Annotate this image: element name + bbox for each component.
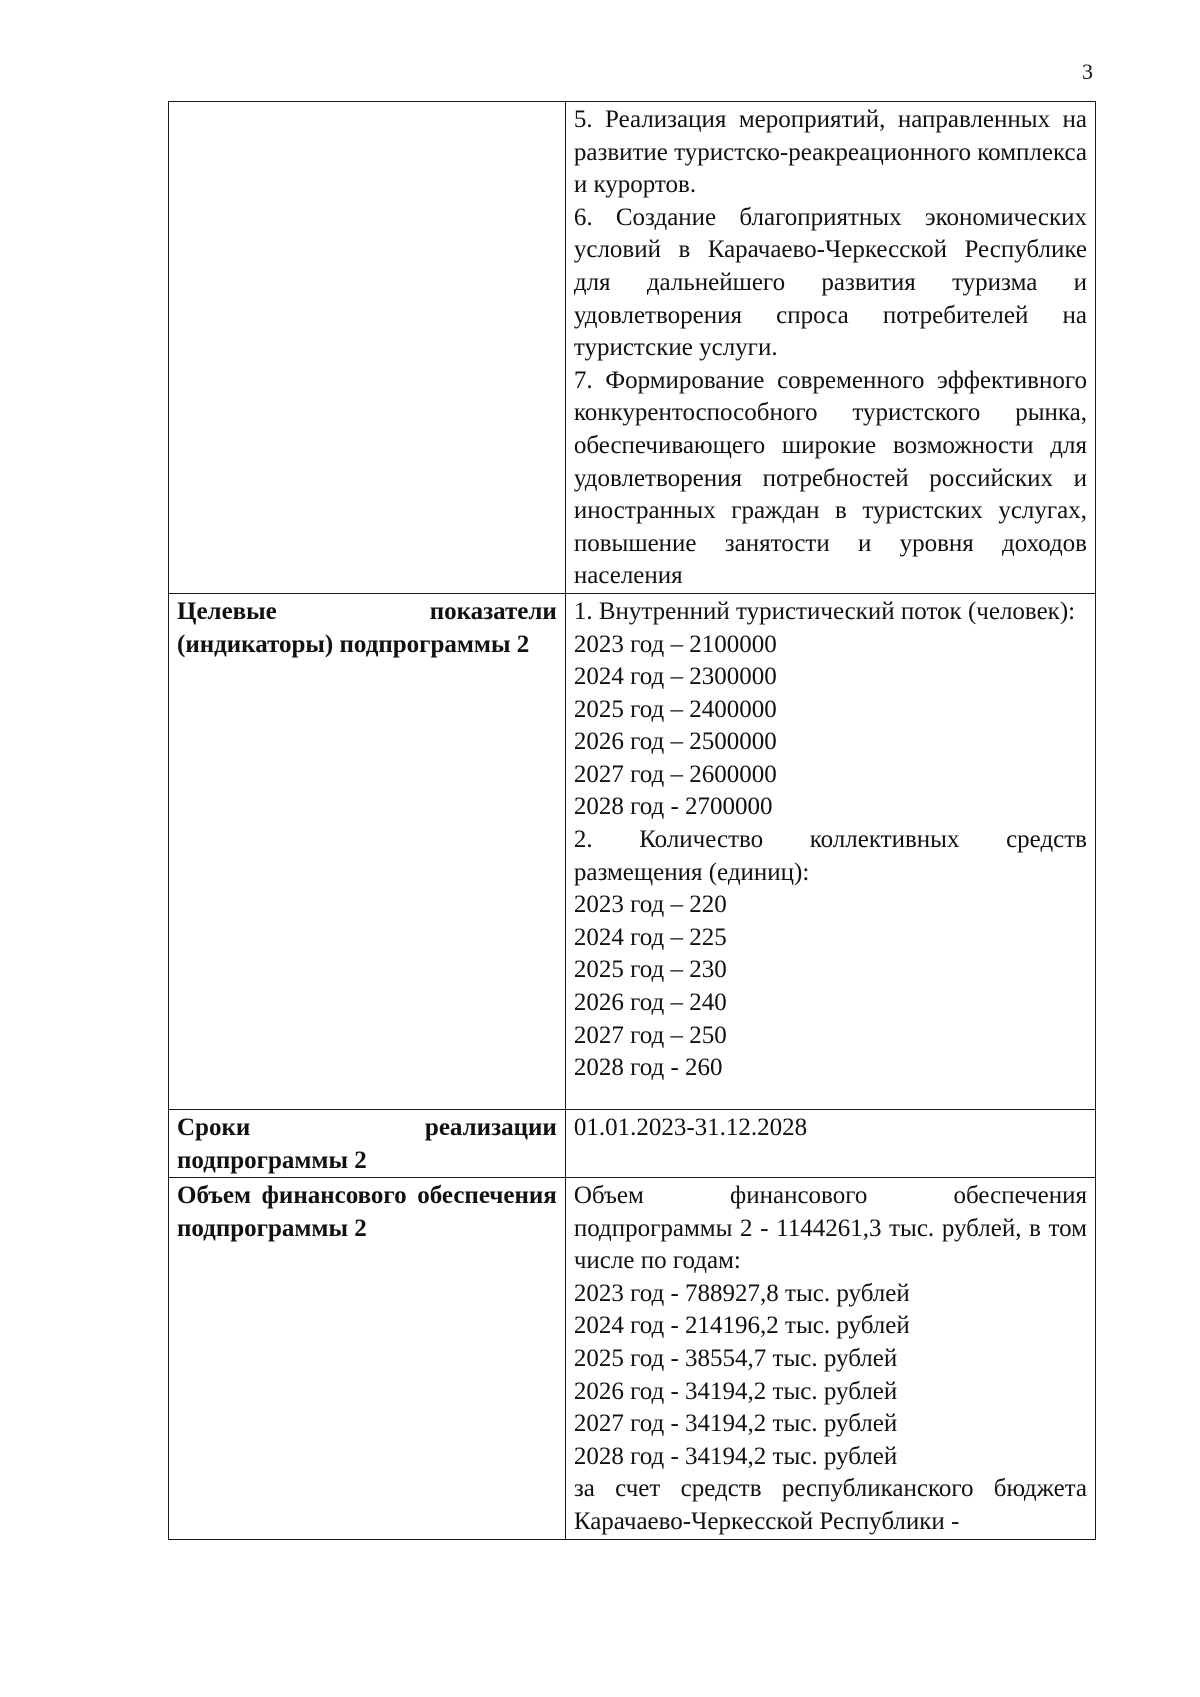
goal-item-5: 5. Реализация мероприятий, направленных на развитие туристско-реакреационного комплекса и курортов. xyxy=(573,106,1087,199)
goals-label-cell xyxy=(169,102,566,594)
indicator-line: 2025 год – 230 xyxy=(573,956,727,984)
indicator-line: 1. Внутренний туристический поток (человек): xyxy=(573,597,1076,625)
finance-line: Объем финансового обеспечения подпрограммы 2 - 1144261,3 тыс. рублей, в том числе по годам: xyxy=(573,1182,1087,1275)
indicator-line: 2. Количество коллективных средств размещения (единиц): xyxy=(573,826,1087,886)
table-row-indicators xyxy=(169,593,1096,1109)
indicator-line: 2028 год - 260 xyxy=(573,1054,723,1082)
indicator-line: 2024 год – 2300000 xyxy=(573,663,777,691)
period-label-cell: Сроки реализации подпрограммы 2 xyxy=(169,1109,566,1177)
goal-item-7: 7. Формирование современного эффективного конкурентоспособного туристского рынка, обеспечивающего широкие возможности для удовлетворения потребностей российских и иностранных граждан в туристских услугах, повышение занятости и уровня доходов населения xyxy=(573,366,1087,590)
indicators-content-cell xyxy=(565,593,1095,1109)
table-row-goals xyxy=(169,102,1096,594)
indicator-line: 2028 год - 2700000 xyxy=(573,793,773,821)
indicator-line: 2025 год – 2400000 xyxy=(573,695,777,723)
subprogram-passport-table xyxy=(168,101,1096,1540)
finance-line: 2024 год - 214196,2 тыс. рублей xyxy=(573,1312,910,1340)
table-row-finance xyxy=(169,1178,1096,1540)
indicator-line: 2024 год – 225 xyxy=(573,923,727,951)
finance-line: 2026 год - 34194,2 тыс. рублей xyxy=(573,1377,898,1405)
goals-content-cell xyxy=(565,102,1095,594)
indicator-line: 2026 год – 240 xyxy=(573,989,727,1017)
table-row-period xyxy=(169,1109,1096,1177)
period-value-cell: 01.01.2023-31.12.2028 xyxy=(565,1109,1095,1177)
indicator-line: 2023 год – 220 xyxy=(573,891,727,919)
indicator-line: 2023 год – 2100000 xyxy=(573,630,777,658)
finance-content-cell xyxy=(565,1178,1095,1540)
finance-line: 2025 год - 38554,7 тыс. рублей xyxy=(573,1345,898,1373)
finance-line: 2023 год - 788927,8 тыс. рублей xyxy=(573,1279,910,1307)
goal-item-6: 6. Создание благоприятных экономических условий в Карачаево-Черкесской Республике для дальнейшего развития туризма и удовлетворения спроса потребителей на туристские услуги. xyxy=(573,203,1087,362)
finance-label-cell: Объем финансового обеспечения подпрограммы 2 xyxy=(169,1178,566,1540)
indicator-line: 2027 год – 2600000 xyxy=(573,760,777,788)
finance-line: 2028 год - 34194,2 тыс. рублей xyxy=(573,1442,898,1470)
indicator-line: 2026 год – 2500000 xyxy=(573,728,777,756)
finance-line: 2027 год - 34194,2 тыс. рублей xyxy=(573,1410,898,1438)
page-number: 3 xyxy=(1082,59,1093,84)
indicators-label-cell: Целевые показатели (индикаторы) подпрограммы 2 xyxy=(169,593,566,1109)
indicator-line: 2027 год – 250 xyxy=(573,1021,727,1049)
finance-line: за счет средств республиканского бюджета Карачаево-Черкесской Республики - xyxy=(573,1475,1087,1536)
